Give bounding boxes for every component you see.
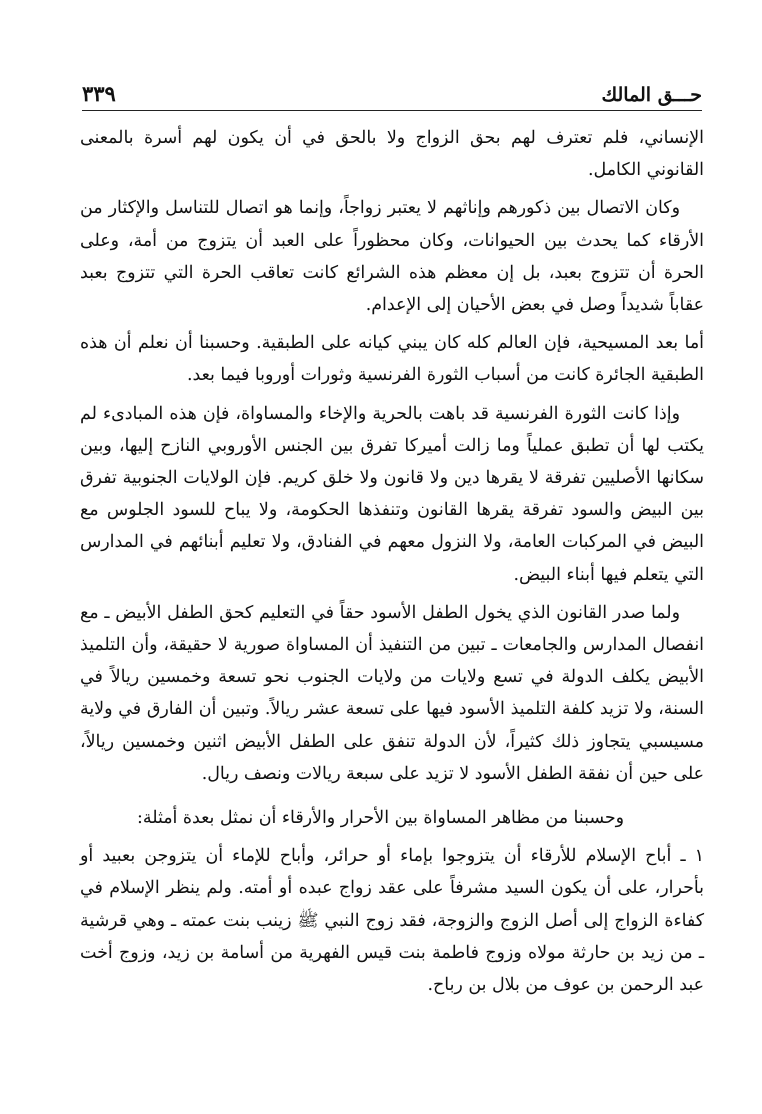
page-header bbox=[82, 70, 702, 111]
paragraph-example-one: ١ ـ أباح الإسلام للأرقاء أن يتزوجوا بإماء أو حرائر، وأباح للإماء أن يتزوجن بعبيد أو بأحرار، على أن يكون السيد مشرفاً على عقد زواج عبده أو أمته. ولم ينظر الإسلام في كفاءة الزواج إلى أصل الزوج والزوجة، فقد زوج النبي ﷺ زينب بنت عمته ـ وهي قرشية ـ من زيد بن حارثة مولاه وزوج فاطمة بنت قيس الفهرية من أسامة بن زيد، وزوج أخت عبد الرحمن بن عوف من بلال بن رباح. bbox=[80, 846, 705, 996]
paragraph-marriage-of-slaves: وكان الاتصال بين ذكورهم وإناثهم لا يعتبر زواجاً، وإنما هو اتصال للتناسل والإكثار من الأرقاء كما يحدث بين الحيوانات، وكان محظوراً على العبد أن يتزوج من أمة، وعلى الحرة أن تتزوج بعبد، بل إن معظم هذه الشرائع كانت تعاقب الحرة التي تتزوج بعبد عقاباً شديداً وصل في بعض الأحيان إلى الإعدام. bbox=[80, 198, 704, 316]
page-number: ٣٣٩ bbox=[82, 81, 116, 106]
paragraph-after-christianity: أما بعد المسيحية، فإن العالم كله كان يبني كيانه على الطبقية. وحسبنا أن نعلم أن هذه الطبقية الجائرة كانت من أسباب الثورة الفرنسية وثورات أوروبا فيما بعد. bbox=[80, 333, 704, 386]
paragraph-education-law: ولما صدر القانون الذي يخول الطفل الأسود حقاً في التعليم كحق الطفل الأبيض ـ مع انفصال المدارس والجامعات ـ تبين من التنفيذ أن المساواة صورية لا حقيقة، وأن التلميذ الأبيض يكلف الدولة في تسع ولايات من ولايات الجنوب نحو تسعة وخمسين ريالاً في السنة، ولا تزيد كلفة التلميذ الأسود فيها على تسعة عشر ريالاً. وتبين أن الفارق في ولاية مسيسبي يتجاوز ذلك كثيراً، لأن الدولة تنفق على الطفل الأبيض اثنين وخمسين ريالاً، على حين أن نفقة الطفل الأسود لا تزيد على سبعة ريالات ونصف ريال. bbox=[80, 602, 704, 784]
running-title: حـــق المالك bbox=[601, 84, 702, 106]
paragraph-continuation: الإنساني، فلم تعترف لهم بحق الزواج ولا بالحق في أن يكون لهم أسرة بالمعنى القانوني الكامل. bbox=[80, 128, 704, 181]
paragraph-examples-intro: وحسبنا من مظاهر المساواة بين الأحرار والأرقاء أن نمثل بعدة أمثلة: bbox=[137, 808, 624, 829]
paragraph-french-revolution: وإذا كانت الثورة الفرنسية قد باهت بالحرية والإخاء والمساواة، فإن هذه المبادىء لم يكتب لها أن تطبق عملياً وما زالت أميركا تفرق بين الجنس الأوروبي النازح إليها، وبين سكانها الأصليين تفرقة لا يقرها دين ولا قانون ولا خلق كريم. فإن الولايات الجنوبية تفرق بين البيض والسود تفرقة يقرها القانون وتنفذها الحكومة، ولا يباح للسود الجلوس مع البيض في المركبات العامة، ولا النزول معهم في الفنادق، ولا تعليم أبنائهم في المدارس التي يتعلم فيها أبناء البيض. bbox=[80, 403, 704, 585]
body-text bbox=[80, 122, 704, 1007]
